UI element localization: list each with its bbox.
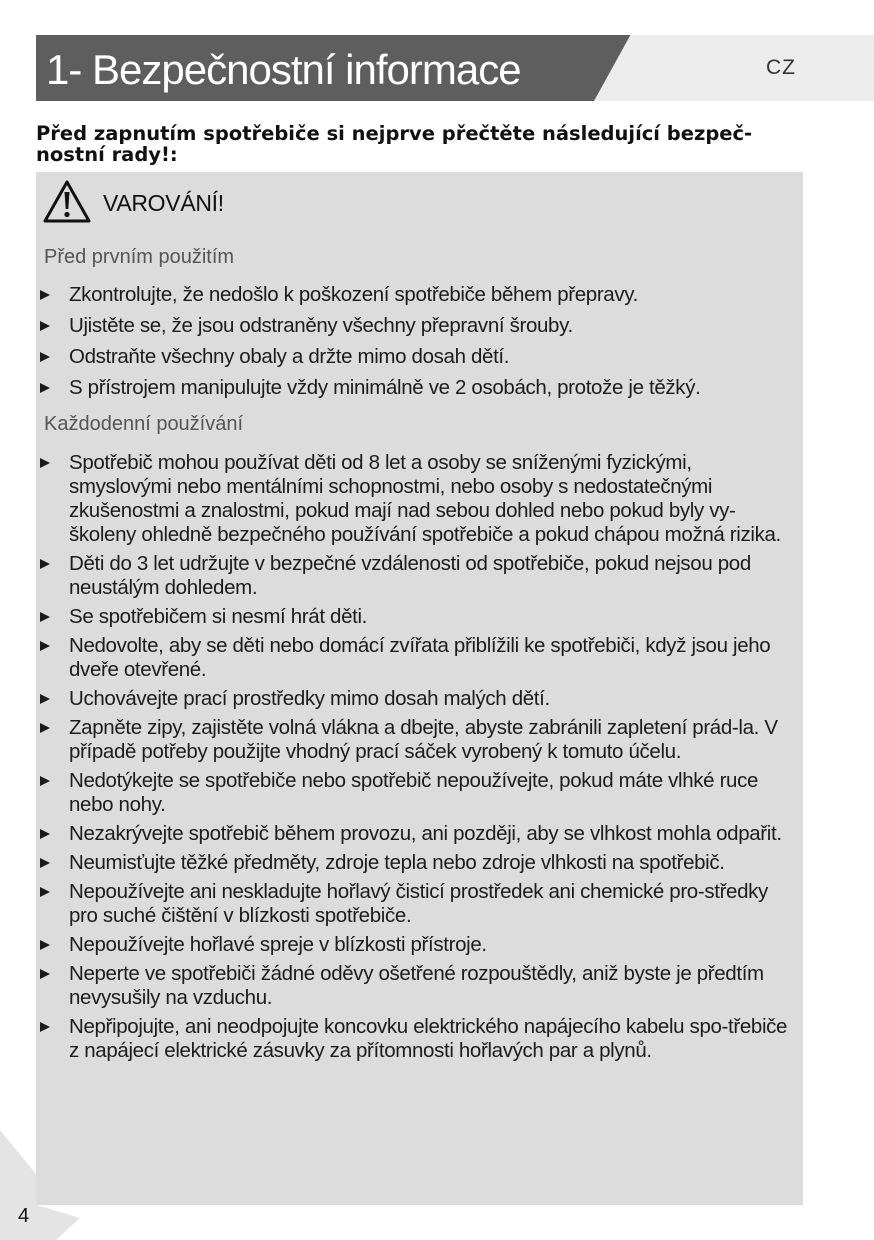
warning-label: VAROVÁNÍ! <box>103 190 224 216</box>
list-item: S přístrojem manipulujte vždy minimálně ve 2 osobách, protože je těžký. <box>36 376 796 400</box>
list-item: Uchovávejte prací prostředky mimo dosah malých dětí. <box>36 687 796 711</box>
bullet-icon <box>40 694 50 704</box>
bullet-icon <box>40 321 50 331</box>
list-item: Děti do 3 let udržujte v bezpečné vzdálenosti od spotřebiče, pokud nejsou pod neustálým dohledem. <box>36 552 796 600</box>
list-item: Odstraňte všechny obaly a držte mimo dosah dětí. <box>36 345 796 369</box>
bullet-icon <box>40 290 50 300</box>
page-title: 1- Bezpečnostní informace <box>46 46 521 93</box>
list-item: Nepoužívejte hořlavé spreje v blízkosti přístroje. <box>36 933 796 957</box>
bullet-icon <box>40 352 50 362</box>
bullet-icon <box>40 612 50 622</box>
daily-use-list <box>36 451 796 1063</box>
bullet-icon <box>40 829 50 839</box>
warning-triangle-icon <box>42 179 92 225</box>
header-language-tab <box>594 35 874 101</box>
list-item: Nedovolte, aby se děti nebo domácí zvířata přiblížili ke spotřebiči, když jsou jeho dveře otevřené. <box>36 634 796 682</box>
bullet-icon <box>40 1022 50 1032</box>
bullet-icon <box>40 723 50 733</box>
language-code: CZ <box>766 56 796 79</box>
bullet-icon <box>40 776 50 786</box>
list-item: Nedotýkejte se spotřebiče nebo spotřebič nepoužívejte, pokud máte vlhké ruce nebo nohy. <box>36 769 796 817</box>
bullet-icon <box>40 858 50 868</box>
list-item: Neumisťujte těžké předměty, zdroje tepla nebo zdroje vlhkosti na spotřebič. <box>36 851 796 875</box>
page-number: 4 <box>18 1205 30 1227</box>
section-heading-before-first-use: Před prvním použitím <box>44 246 235 268</box>
before-first-use-list <box>36 283 796 400</box>
bullet-icon <box>40 641 50 651</box>
bullet-icon <box>40 969 50 979</box>
bullet-icon <box>40 383 50 393</box>
list-item: Neperte ve spotřebiči žádné oděvy ošetřené rozpouštědly, aniž byste je předtím nevysušily na vzduchu. <box>36 962 796 1010</box>
list-item: Nepřipojujte, ani neodpojujte koncovku elektrického napájecího kabelu spo-třebiče z napájecí elektrické zásuvky za přítomnosti hořlavých par a plynů. <box>36 1015 796 1063</box>
list-item: Zapněte zipy, zajistěte volná vlákna a dbejte, abyste zabránili zapletení prád-la. V případě potřeby použijte vhodný prací sáček vyrobený k tomuto účelu. <box>36 716 796 764</box>
section-heading-daily-use: Každodenní používání <box>44 413 244 435</box>
bullet-icon <box>40 940 50 950</box>
list-item: Zkontrolujte, že nedošlo k poškození spotřebiče během přepravy. <box>36 283 796 307</box>
bullet-icon <box>40 458 50 468</box>
bullet-icon <box>40 887 50 897</box>
list-item: Spotřebič mohou používat děti od 8 let a osoby se sníženými fyzickými, smyslovými nebo mentálními schopnostmi, nebo osoby s nedostatečnými zkušenostmi a znalostmi, pokud mají nad sebou dohled nebo pokud byly vy-školeny ohledně bezpečného používání spotřebiče a pokud chápou možná rizika. <box>36 451 796 547</box>
list-item: Se spotřebičem si nesmí hrát děti. <box>36 605 796 629</box>
list-item: Nepoužívejte ani neskladujte hořlavý čisticí prostředek ani chemické pro-středky pro suché čištění v blízkosti spotřebiče. <box>36 880 796 928</box>
bullet-icon <box>40 559 50 569</box>
list-item: Ujistěte se, že jsou odstraněny všechny přepravní šrouby. <box>36 314 796 338</box>
list-item: Nezakrývejte spotřebič během provozu, ani později, aby se vlhkost mohla odpařit. <box>36 822 796 846</box>
intro-text: Před zapnutím spotřebiče si nejprve přečtěte následující bezpeč-nostní rady!: <box>36 122 753 166</box>
